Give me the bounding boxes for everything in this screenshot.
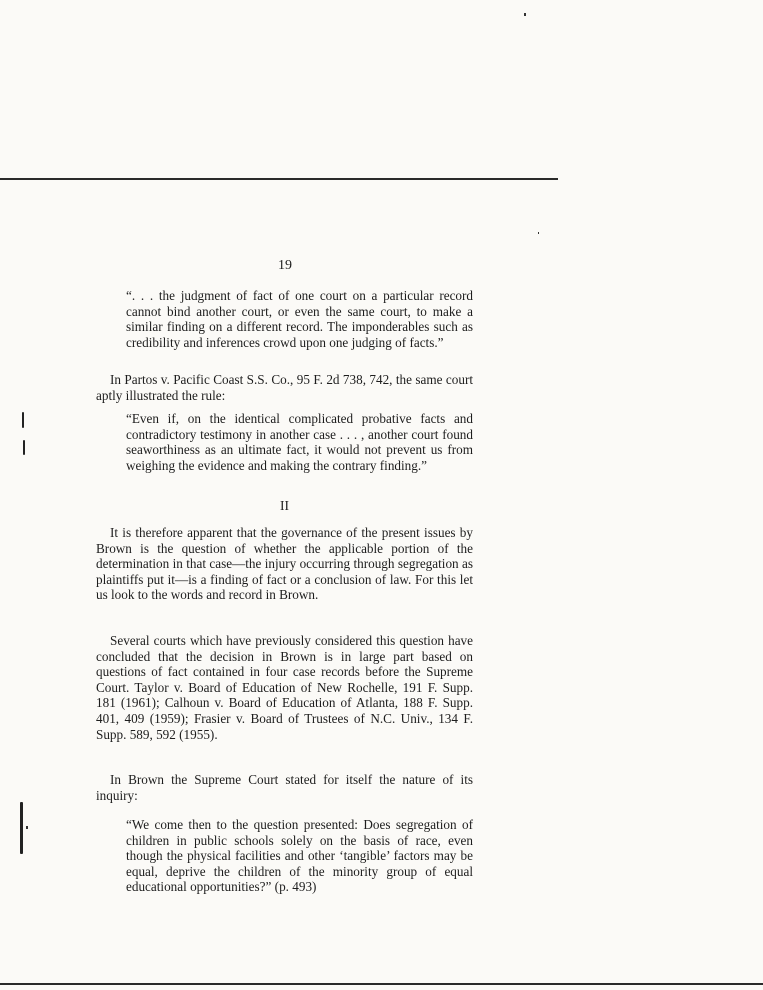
block-quote-seaworthiness: “Even if, on the identical complicated probative facts and contradictory testimony in another case . . . , another court found seaworthiness as an ultimate fact, it would not prevent us from weighing the evidence and making the contrary finding.” [126,411,473,473]
paragraph-brown-inquiry: In Brown the Supreme Court stated for itself the nature of its inquiry: [96,772,473,803]
paragraph-governance: It is therefore apparent that the governance of the present issues by Brown is the question of whether the applicable portion of the determination in that case—the injury occurring through segregation as plaintiffs put it—is a finding of fact or a conclusion of law. For this let us look to the words and record in Brown. [96,525,473,603]
page-number: 19 [278,258,292,273]
speck [524,13,526,16]
margin-bracket-mark [20,802,23,854]
bottom-horizontal-rule [0,983,763,985]
margin-mark [23,440,25,455]
speck [538,232,539,234]
paragraph-partos: In Partos v. Pacific Coast S.S. Co., 95 F. 2d 738, 742, the same court aptly illustrated the rule: [96,372,473,403]
paragraph-several-courts: Several courts which have previously considered this question have concluded that the decision in Brown is in large part based on questions of fact contained in four case records before the Supreme Court. Taylor v. Board of Education of New Rochelle, 191 F. Supp. 181 (1961); Calhoun v. Board of Education of Atlanta, 188 F. Supp. 401, 409 (1959); Frasier v. Board of Trustees of N.C. Univ., 134 F. Supp. 589, 592 (1955). [96,633,473,742]
block-quote-brown: “We come then to the question presented: Does segregation of children in public schools solely on the basis of race, even though the physical facilities and other ‘tangible’ factors may be equal, deprive the children of the minority group of equal educational opportunities?” (p. 493) [126,817,473,895]
margin-mark [22,412,24,428]
block-quote-judgment: “. . . the judgment of fact of one court on a particular record cannot bind another court, or even the same court, to make a similar finding on a different record. The imponderables such as credibility and inferences crowd upon one judging of facts.” [126,288,473,350]
top-horizontal-rule [0,178,558,180]
margin-dot [26,826,28,829]
section-heading: II [280,498,289,513]
